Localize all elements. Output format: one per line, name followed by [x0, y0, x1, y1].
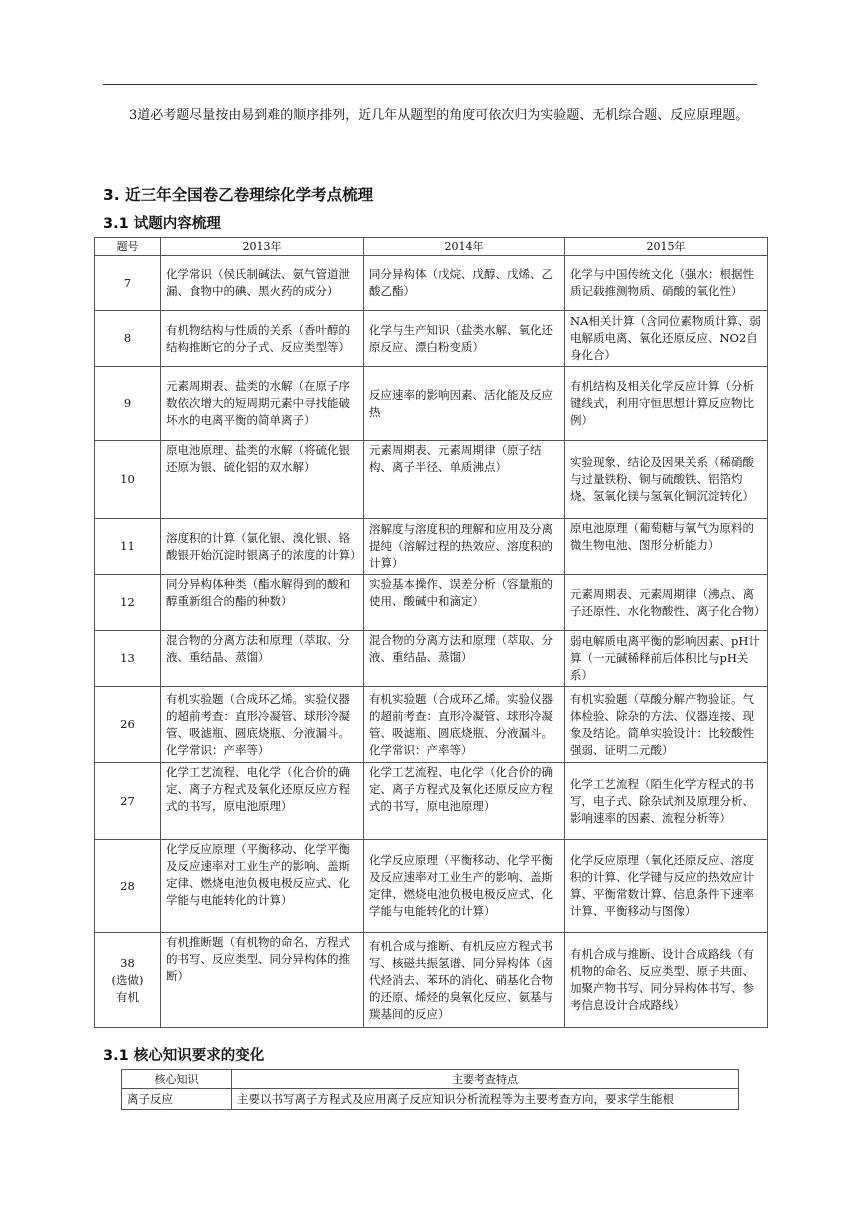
table-row — [122, 1089, 739, 1110]
header-rule — [103, 84, 757, 85]
question-number-line: (选做) — [111, 972, 144, 987]
section-title: 3. 近三年全国卷乙卷理综化学考点梳理 — [103, 186, 374, 204]
cell-2015: NA相关计算（含同位素物质计算、弱电解质电离、氧化还原反应、NO2自身化合） — [565, 311, 768, 367]
table-row — [95, 933, 768, 1028]
cell-2014: 有机合成与推断、有机反应方程式书写、核磁共振氢谱、同分异构体（卤代烃消去、苯环的消化、硝基化合物的还原、烯烃的臭氧化反应、氨基与羰基间的反应） — [364, 933, 565, 1028]
header-question-no: 题号 — [95, 238, 161, 256]
subsection-title-content: 3.1 试题内容梳理 — [103, 216, 221, 232]
cell-2014: 有机实验题（合成环乙烯。实验仪器的超前考查：直形冷凝管、球形冷凝管、吸滤瓶、圆底烧瓶、分液漏斗。化学常识：产率等） — [364, 687, 565, 763]
header-core-knowledge: 核心知识 — [122, 1070, 232, 1089]
table-row — [95, 367, 768, 441]
cell-2013: 有机推断题（有机物的命名、方程式的书写、反应类型、同分异构体的推断） — [161, 933, 364, 1028]
cell-2014: 化学与生产知识（盐类水解、氧化还原反应、漂白粉变质） — [364, 311, 565, 367]
cell-2014: 同分异构体（戊烷、戊醇、戊烯、乙酸乙酯） — [364, 256, 565, 311]
question-number: 26 — [95, 687, 161, 763]
question-number: 9 — [95, 367, 161, 441]
cell-2015: 化学与中国传统文化（强水：根据性质记载推测物质、硝酸的氧化性） — [565, 256, 768, 311]
table-row — [95, 519, 768, 575]
cell-2013: 化学反应原理（平衡移动、化学平衡及反应速率对工业生产的影响、盖斯定律、燃烧电池负极电极反应式、化学能与电能转化的计算） — [161, 840, 364, 933]
table-row — [95, 763, 768, 840]
header-2013: 2013年 — [161, 238, 364, 256]
cell-2013: 有机物结构与性质的关系（香叶醇的结构推断它的分子式、反应类型等） — [161, 311, 364, 367]
question-number: 13 — [95, 631, 161, 687]
cell-2014: 化学工艺流程、电化学（化合价的确定、离子方程式及氧化还原反应方程式的书写，原电池原理） — [364, 763, 565, 840]
question-number-line: 有机 — [116, 989, 139, 1004]
question-number: 27 — [95, 763, 161, 840]
table-row — [95, 311, 768, 367]
cell-2013: 元素周期表、盐类的水解（在原子序数依次增大的短周期元素中寻找能破坏水的电离平衡的简单离子） — [161, 367, 364, 441]
table-header-row — [95, 238, 768, 256]
question-number: 12 — [95, 575, 161, 631]
cell-2013: 同分异构体种类（酯水解得到的酸和醇重新组合的酯的种数） — [161, 575, 364, 631]
cell-2015: 弱电解质电离平衡的影响因素、pH计算（一元碱稀释前后体积比与pH关系） — [565, 631, 768, 687]
question-number: 8 — [95, 311, 161, 367]
header-main-features: 主要考查特点 — [232, 1070, 739, 1089]
cell-2015: 原电池原理（葡萄糖与氧气为原料的微生物电池、图形分析能力） — [565, 519, 768, 575]
cell-2013: 化学工艺流程、电化学（化合价的确定、离子方程式及氧化还原反应方程式的书写，原电池原理） — [161, 763, 364, 840]
cell-2013: 原电池原理、盐类的水解（将硫化银还原为银、硫化铝的双水解） — [161, 441, 364, 519]
subsection-title-core-knowledge: 3.1 核心知识要求的变化 — [103, 1048, 265, 1064]
cell-2014: 元素周期表、元素周期律（原子结构、离子半径、单质沸点） — [364, 441, 565, 519]
table-row — [95, 840, 768, 933]
cell-2014: 化学反应原理（平衡移动、化学平衡及反应速率对工业生产的影响、盖斯定律、燃烧电池负极电极反应式、化学能与电能转化的计算） — [364, 840, 565, 933]
table-row — [95, 441, 768, 519]
question-number — [95, 933, 161, 1028]
question-number: 10 — [95, 441, 161, 519]
cell-2013: 溶度积的计算（氯化银、溴化银、铬酸银开始沉淀时银离子的浓度的计算） — [161, 519, 364, 575]
cell-2015: 有机结构及相关化学反应计算（分析键线式，利用守恒思想计算反应物比例） — [565, 367, 768, 441]
knowledge-cell: 离子反应 — [122, 1089, 232, 1110]
cell-2015: 化学工艺流程（陌生化学方程式的书写，电子式、除杂试剂及原理分析、影响速率的因素、流程分析等） — [565, 763, 768, 840]
cell-2014: 实验基本操作、误差分析（容量瓶的使用、酸碱中和滴定） — [364, 575, 565, 631]
cell-2015: 化学反应原理（氧化还原反应、溶度积的计算、化学键与反应的热效应计算、平衡常数计算、信息条件下速率计算、平衡移动与图像） — [565, 840, 768, 933]
cell-2015: 有机合成与推断、设计合成路线（有机物的命名、反应类型、原子共面、加聚产物书写、同分异构体书写、参考信息设计合成路线） — [565, 933, 768, 1028]
question-number: 7 — [95, 256, 161, 311]
cell-2013: 化学常识（侯氏制碱法、氨气管道泄漏、食物中的碘、黑火药的成分） — [161, 256, 364, 311]
table-header-row — [122, 1070, 739, 1089]
feature-cell: 主要以书写离子方程式及应用离子反应知识分析流程等为主要考查方向，要求学生能根 — [232, 1089, 739, 1110]
question-number: 28 — [95, 840, 161, 933]
intro-paragraph: 3道必考题尽量按由易到难的顺序排列，近几年从题型的角度可依次归为实验题、无机综合题、反应原理题。 — [129, 108, 749, 123]
cell-2014: 溶解度与溶度积的理解和应用及分离提纯（溶解过程的热效应、溶度积的计算） — [364, 519, 565, 575]
cell-2015: 元素周期表、元素周期律（沸点、离子还原性、水化物酸性、离子化合物） — [565, 575, 768, 631]
cell-2013: 混合物的分离方法和原理（萃取、分液、重结晶、蒸馏） — [161, 631, 364, 687]
cell-2014: 反应速率的影响因素、活化能及反应热 — [364, 367, 565, 441]
header-2015: 2015年 — [565, 238, 768, 256]
cell-2015: 实验现象、结论及因果关系（稀硝酸与过量铁粉、铜与硫酸铁、铝箔灼烧、氢氧化镁与氢氧化铜沉淀转化） — [565, 441, 768, 519]
exam-content-table — [94, 237, 768, 1028]
core-knowledge-table — [121, 1069, 739, 1110]
table-row — [95, 687, 768, 763]
table-row — [95, 575, 768, 631]
cell-2014: 混合物的分离方法和原理（萃取、分液、重结晶、蒸馏） — [364, 631, 565, 687]
question-number-line: 38 — [120, 955, 135, 970]
header-2014: 2014年 — [364, 238, 565, 256]
cell-2013: 有机实验题（合成环乙烯。实验仪器的超前考查：直形冷凝管、球形冷凝管、吸滤瓶、圆底烧瓶、分液漏斗。化学常识：产率等） — [161, 687, 364, 763]
question-number: 11 — [95, 519, 161, 575]
table-row — [95, 256, 768, 311]
table-row — [95, 631, 768, 687]
cell-2015: 有机实验题（草酸分解产物验证。气体检验、除杂的方法、仪器连接、现象及结论。简单实验设计：比较酸性强弱、证明二元酸） — [565, 687, 768, 763]
